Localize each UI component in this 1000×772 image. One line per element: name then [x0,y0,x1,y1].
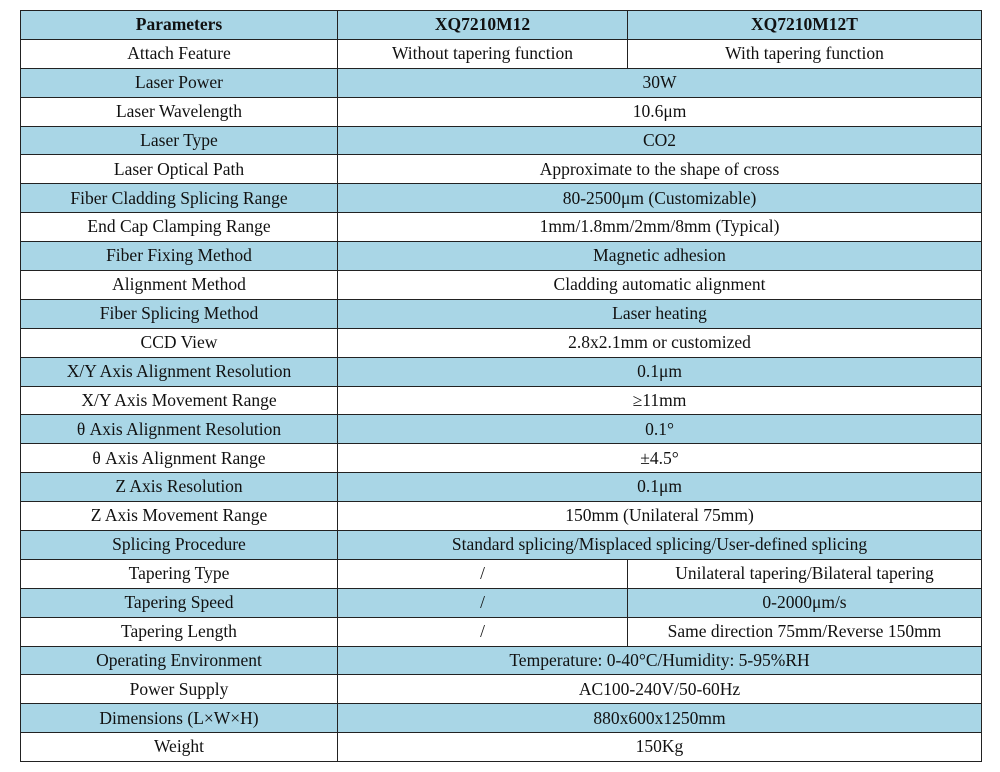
table-row [21,704,982,733]
parameter-cell: θ Axis Alignment Range [21,444,338,473]
parameter-cell: X/Y Axis Movement Range [21,386,338,415]
value-cell-shared: 30W [338,68,982,97]
parameter-cell: Z Axis Movement Range [21,502,338,531]
parameter-cell: Power Supply [21,675,338,704]
table-row [21,588,982,617]
value-cell-shared: 0.1μm [338,473,982,502]
value-cell-shared: Standard splicing/Misplaced splicing/User-defined splicing [338,531,982,560]
table-row [21,444,982,473]
parameter-cell: End Cap Clamping Range [21,213,338,242]
parameter-cell: Attach Feature [21,39,338,68]
value-cell-model-2: 0-2000μm/s [628,588,982,617]
table-row [21,184,982,213]
value-cell-shared: 150Kg [338,733,982,762]
table-row [21,559,982,588]
spec-table [20,10,982,762]
table-row [21,733,982,762]
table-row [21,675,982,704]
value-cell-shared: ±4.5° [338,444,982,473]
parameter-cell: Z Axis Resolution [21,473,338,502]
value-cell-shared: 1mm/1.8mm/2mm/8mm (Typical) [338,213,982,242]
parameter-cell: Fiber Fixing Method [21,242,338,271]
table-row [21,502,982,531]
parameter-cell: Tapering Length [21,617,338,646]
parameter-cell: Laser Power [21,68,338,97]
value-cell-shared: 0.1μm [338,357,982,386]
table-row [21,473,982,502]
value-cell-shared: 150mm (Unilateral 75mm) [338,502,982,531]
table-row [21,299,982,328]
parameter-cell: Alignment Method [21,271,338,300]
spec-table-body [21,39,982,761]
table-row [21,97,982,126]
parameter-cell: Dimensions (L×W×H) [21,704,338,733]
value-cell-model-2: With tapering function [628,39,982,68]
parameter-cell: Tapering Type [21,559,338,588]
parameter-cell: CCD View [21,328,338,357]
table-row [21,271,982,300]
parameter-cell: Tapering Speed [21,588,338,617]
value-cell-model-1: / [338,588,628,617]
table-row [21,415,982,444]
value-cell-shared: Cladding automatic alignment [338,271,982,300]
table-row [21,617,982,646]
table-row [21,646,982,675]
column-header-parameters: Parameters [21,11,338,40]
value-cell-shared: ≥11mm [338,386,982,415]
value-cell-shared: 0.1° [338,415,982,444]
parameter-cell: Laser Type [21,126,338,155]
value-cell-shared: Temperature: 0-40°C/Humidity: 5-95%RH [338,646,982,675]
parameter-cell: Fiber Cladding Splicing Range [21,184,338,213]
table-row [21,68,982,97]
value-cell-shared: 80-2500μm (Customizable) [338,184,982,213]
table-row [21,386,982,415]
parameter-cell: Fiber Splicing Method [21,299,338,328]
table-row [21,39,982,68]
value-cell-shared: 880x600x1250mm [338,704,982,733]
header-row [21,11,982,40]
parameter-cell: X/Y Axis Alignment Resolution [21,357,338,386]
value-cell-shared: CO2 [338,126,982,155]
parameter-cell: Operating Environment [21,646,338,675]
value-cell-model-1: Without tapering function [338,39,628,68]
column-header-model-2: XQ7210M12T [628,11,982,40]
table-row [21,357,982,386]
table-row [21,242,982,271]
value-cell-shared: 10.6μm [338,97,982,126]
parameter-cell: Splicing Procedure [21,531,338,560]
value-cell-model-2: Same direction 75mm/Reverse 150mm [628,617,982,646]
value-cell-shared: Laser heating [338,299,982,328]
value-cell-model-1: / [338,617,628,646]
value-cell-model-2: Unilateral tapering/Bilateral tapering [628,559,982,588]
value-cell-shared: Approximate to the shape of cross [338,155,982,184]
table-row [21,155,982,184]
column-header-model-1: XQ7210M12 [338,11,628,40]
table-row [21,531,982,560]
parameter-cell: Weight [21,733,338,762]
value-cell-model-1: / [338,559,628,588]
parameter-cell: θ Axis Alignment Resolution [21,415,338,444]
table-row [21,213,982,242]
parameter-cell: Laser Wavelength [21,97,338,126]
value-cell-shared: Magnetic adhesion [338,242,982,271]
value-cell-shared: AC100-240V/50-60Hz [338,675,982,704]
table-row [21,328,982,357]
table-row [21,126,982,155]
value-cell-shared: 2.8x2.1mm or customized [338,328,982,357]
parameter-cell: Laser Optical Path [21,155,338,184]
